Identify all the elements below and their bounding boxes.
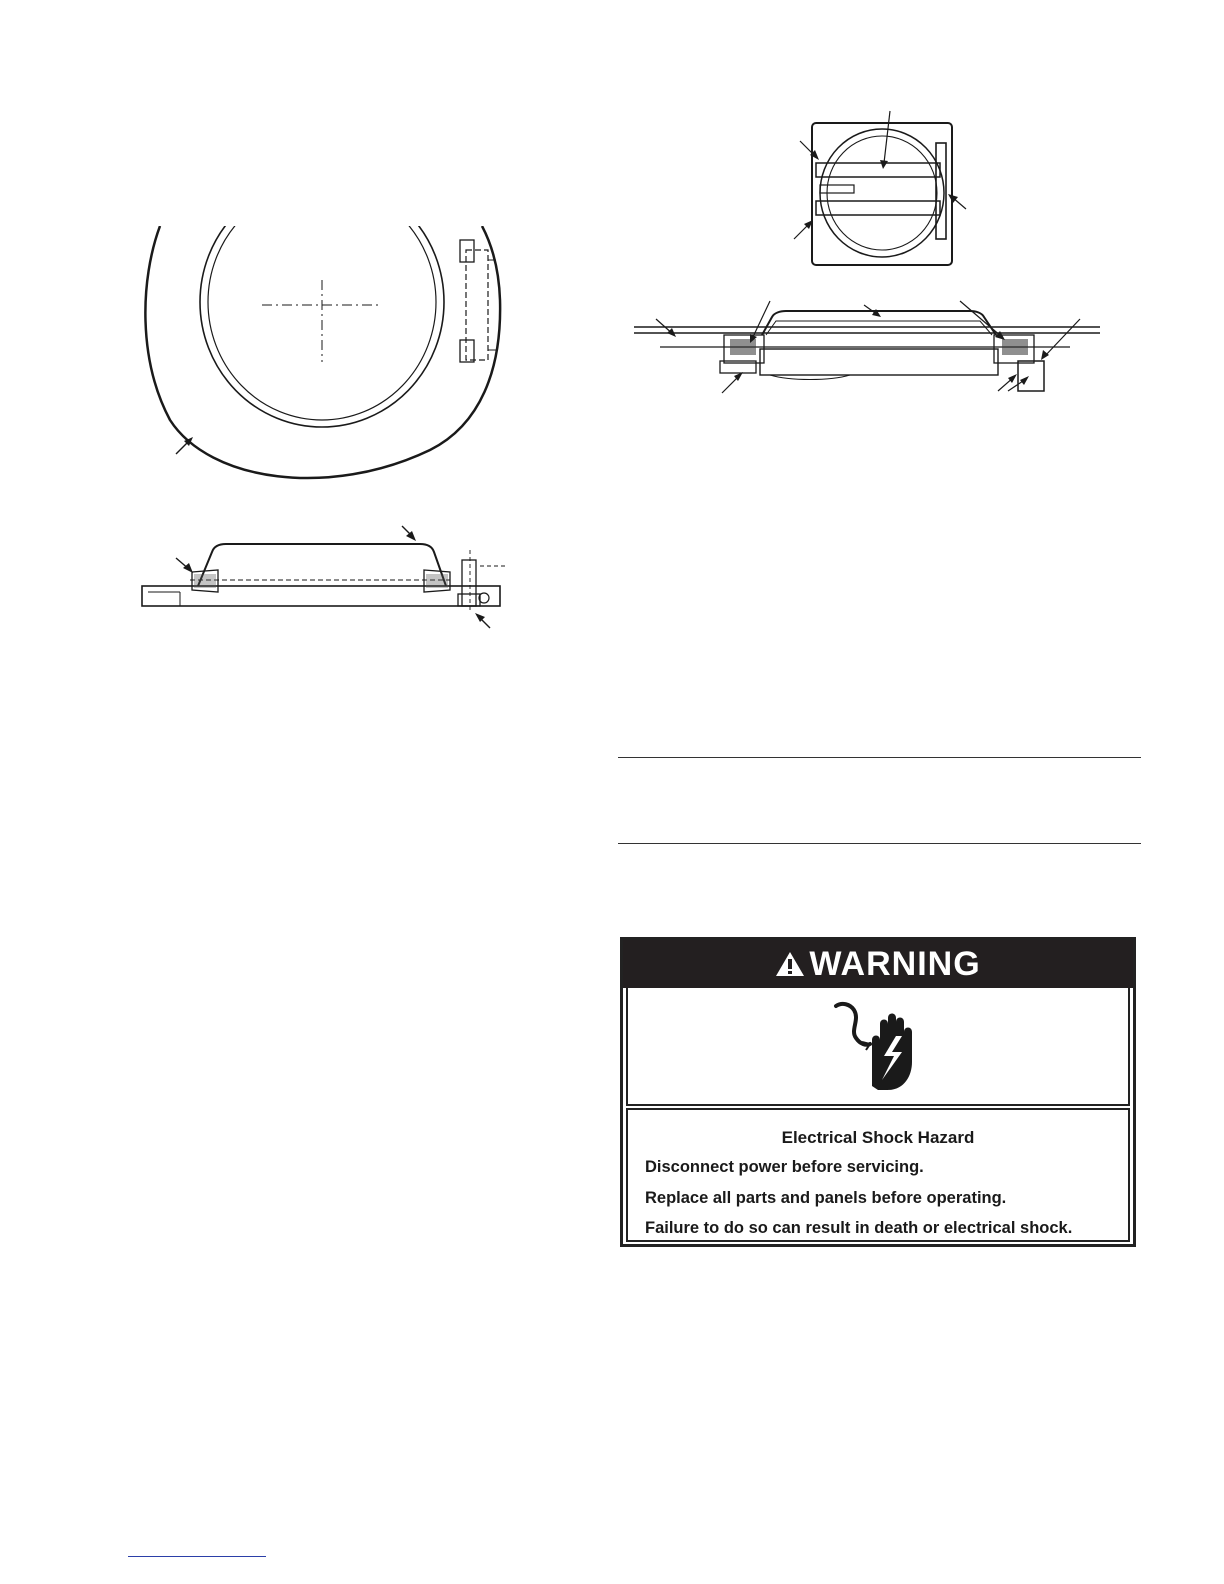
hazard-title: Electrical Shock Hazard bbox=[781, 1128, 975, 1147]
divider-top bbox=[618, 757, 1141, 758]
door-assembly-top-view-diagram bbox=[790, 105, 970, 270]
gasket-section-view-diagram bbox=[140, 520, 520, 630]
warning-title: WARNING bbox=[809, 944, 981, 983]
warning-text-panel bbox=[626, 1108, 1130, 1242]
warning-line-replace: Replace all parts and panels before operating. bbox=[645, 1189, 1007, 1207]
gasket-front-view-diagram bbox=[130, 220, 510, 490]
footer-link-underline[interactable] bbox=[128, 1556, 266, 1557]
door-assembly-section-view-diagram bbox=[630, 295, 1105, 395]
warning-line-failure: Failure to do so can result in death or electrical shock. bbox=[645, 1219, 1073, 1237]
divider-bottom bbox=[618, 843, 1141, 844]
warning-line-disconnect: Disconnect power before servicing. bbox=[645, 1158, 924, 1176]
warning-icon-panel bbox=[626, 988, 1130, 1106]
electrical-shock-hand-icon bbox=[828, 1000, 928, 1095]
warning-triangle-icon bbox=[775, 950, 805, 978]
warning-header bbox=[623, 940, 1133, 988]
warning-box bbox=[620, 937, 1136, 1247]
